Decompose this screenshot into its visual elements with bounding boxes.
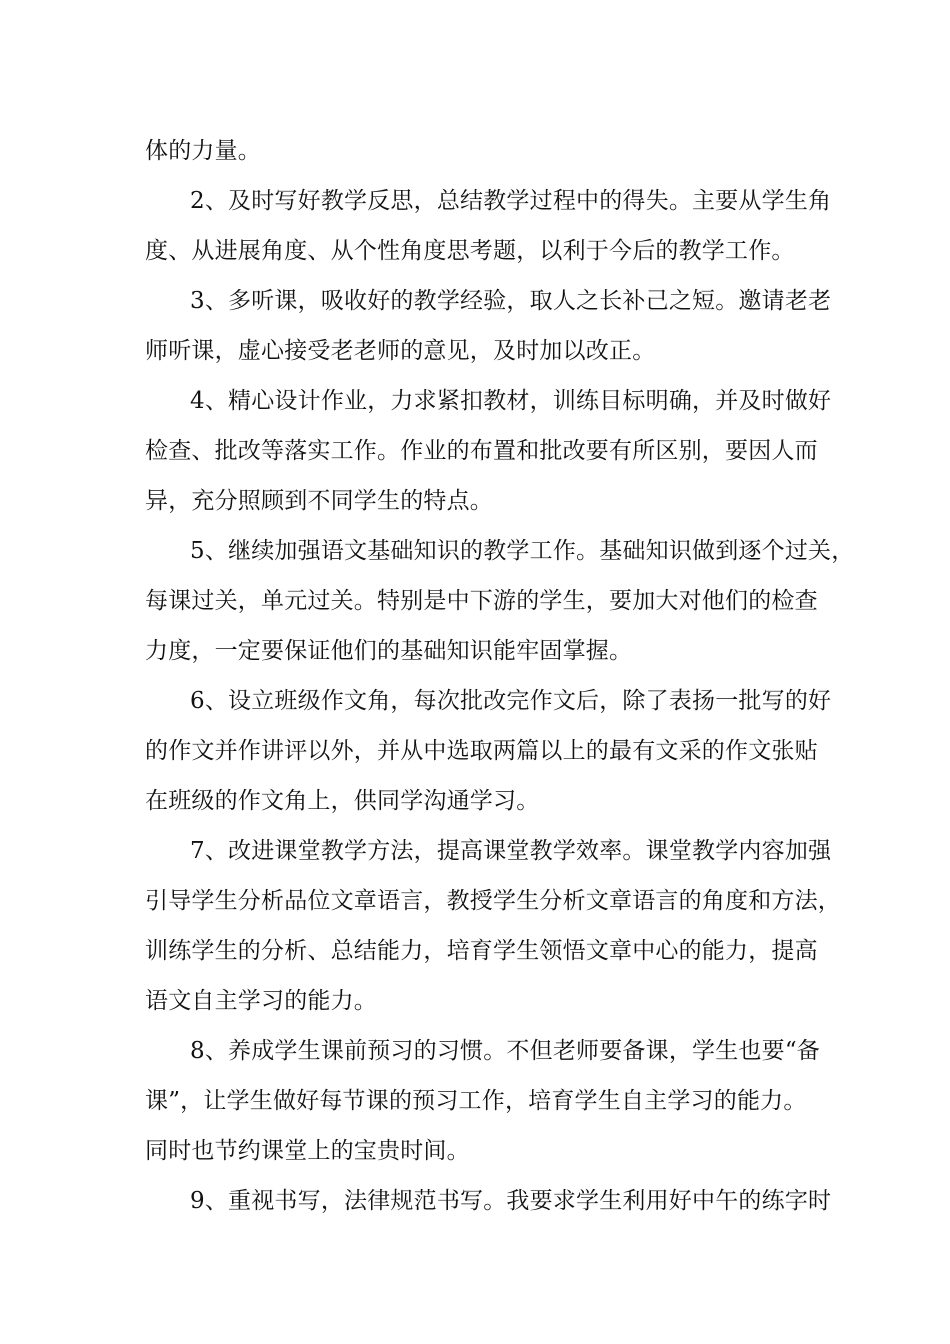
text-line: 同时也节约课堂上的宝贵时间。 bbox=[145, 1138, 470, 1164]
text-line: 异，充分照顾到不同学生的特点。 bbox=[145, 488, 493, 514]
text-line: 3、多听课，吸收好的教学经验，取人之长补己之短。邀请老老 bbox=[190, 288, 832, 314]
text-line: 语文自主学习的能力。 bbox=[145, 988, 377, 1014]
text-line: 度、从进展角度、从个性角度思考题，以利于今后的教学工作。 bbox=[145, 238, 795, 264]
text-line: 6、设立班级作文角，每次批改完作文后，除了表扬一批写的好 bbox=[190, 688, 832, 714]
text-line: 每课过关，单元过关。特别是中下游的学生，要加大对他们的检查 bbox=[145, 588, 818, 614]
text-line: 5、继续加强语文基础知识的教学工作。基础知识做到逐个过关， bbox=[190, 538, 855, 564]
text-line: 力度，一定要保证他们的基础知识能牢固掌握。 bbox=[145, 638, 633, 664]
text-line: 师听课，虚心接受老老师的意见，及时加以改正。 bbox=[145, 338, 656, 364]
text-line: 课”，让学生做好每节课的预习工作，培育学生自主学习的能力。 bbox=[145, 1088, 807, 1114]
text-line: 引导学生分析品位文章语言，教授学生分析文章语言的角度和方法， bbox=[145, 888, 841, 914]
text-line: 8、养成学生课前预习的习惯。不但老师要备课，学生也要“备 bbox=[190, 1038, 820, 1064]
text-line: 体的力量。 bbox=[145, 138, 261, 164]
text-line: 训练学生的分析、总结能力，培育学生领悟文章中心的能力，提高 bbox=[145, 938, 818, 964]
text-line: 在班级的作文角上，供同学沟通学习。 bbox=[145, 788, 540, 814]
text-line: 9、重视书写，法律规范书写。我要求学生利用好中午的练字时 bbox=[190, 1188, 832, 1214]
text-line: 的作文并作讲评以外，并从中选取两篇以上的最有文采的作文张贴 bbox=[145, 738, 818, 764]
text-line: 检查、批改等落实工作。作业的布置和批改要有所区别，要因人而 bbox=[145, 438, 818, 464]
text-line: 7、改进课堂教学方法，提高课堂教学效率。课堂教学内容加强 bbox=[190, 838, 832, 864]
text-line: 4、精心设计作业，力求紧扣教材，训练目标明确，并及时做好 bbox=[190, 388, 832, 414]
text-line: 2、及时写好教学反思，总结教学过程中的得失。主要从学生角 bbox=[190, 188, 832, 214]
